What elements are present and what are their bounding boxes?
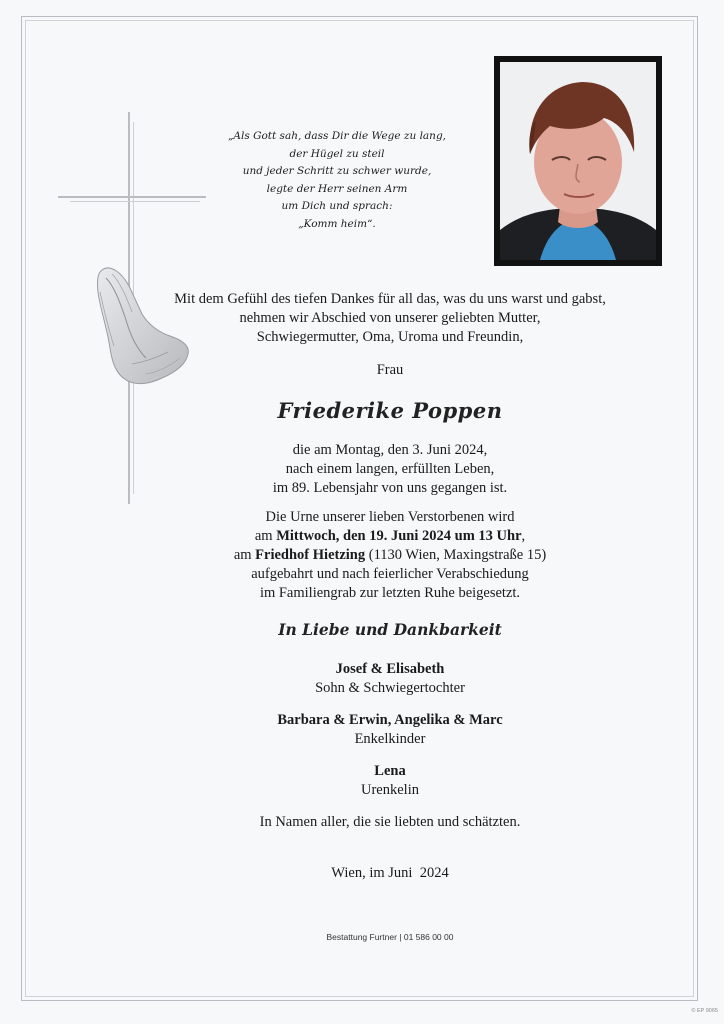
quote-line: „Komm heim“. (298, 217, 376, 230)
mourner-names: Lena (374, 763, 406, 779)
salutation: Frau (376, 362, 404, 378)
intro-line: Schwiegermutter, Oma, Uroma und Freundin, (256, 329, 524, 345)
mourner-relation: Enkelkinder (354, 731, 426, 747)
portrait-image (500, 62, 656, 260)
death-info (120, 441, 660, 498)
intro-text (120, 290, 660, 347)
mourner-group (120, 660, 660, 698)
mourner-group (120, 762, 660, 800)
mourner-names: Barbara & Erwin, Angelika & Marc (277, 712, 503, 728)
deceased-name: Friederike Poppen (277, 398, 503, 423)
funeral-date: Mittwoch, den 19. Juni 2024 um 13 Uhr (276, 528, 522, 544)
quote-line: um Dich und sprach: (281, 200, 393, 212)
quote-line: und jeder Schritt zu schwer wurde, (242, 165, 432, 177)
funeral-place: Friedhof Hietzing (255, 547, 366, 563)
closing-heading: In Liebe und Dankbarkeit (278, 620, 502, 639)
portrait-photo (494, 56, 662, 266)
mourner-relation: Sohn & Schwiegertochter (315, 680, 465, 696)
funeral-info (120, 508, 660, 603)
place-date: Wien, im Juni 2024 (331, 865, 449, 881)
quote-line: legte der Herr seinen Arm (266, 182, 408, 195)
intro-line: nehmen wir Abschied von unserer geliebten Mutter, (239, 310, 541, 326)
quote-poem (212, 128, 462, 233)
funeral-place-line: am Friedhof Hietzing (1130 Wien, Maxingstraße 15) (233, 547, 547, 563)
funeral-date-line: am Mittwoch, den 19. Juni 2024 um 13 Uhr, (254, 528, 526, 544)
all-names-line: In Namen aller, die sie liebten und schätzten. (259, 814, 521, 830)
quote-line: der Hügel zu steil (289, 147, 385, 160)
funeral-line: aufgebahrt und nach feierlicher Verabschiedung (251, 566, 529, 582)
mourner-names: Josef & Elisabeth (335, 661, 445, 677)
funeral-home-footer: Bestattung Furtner | 01 586 00 00 (326, 932, 454, 942)
death-info-line: nach einem langen, erfüllten Leben, (285, 461, 495, 477)
death-info-line: im 89. Lebensjahr von uns gegangen ist. (272, 480, 508, 496)
quote-line: „Als Gott sah, dass Dir die Wege zu lang, (227, 130, 447, 142)
intro-line: Mit dem Gefühl des tiefen Dankes für all das, was du uns warst und gabst, (174, 291, 606, 307)
funeral-line: Die Urne unserer lieben Verstorbenen wird (265, 509, 515, 525)
mourner-group (120, 711, 660, 749)
mourner-relation: Urenkelin (361, 782, 419, 798)
funeral-line: im Familiengrab zur letzten Ruhe beigesetzt. (259, 585, 521, 601)
form-code: © EP 9065 (691, 1008, 718, 1014)
death-info-line: die am Montag, den 3. Juni 2024, (292, 442, 488, 458)
